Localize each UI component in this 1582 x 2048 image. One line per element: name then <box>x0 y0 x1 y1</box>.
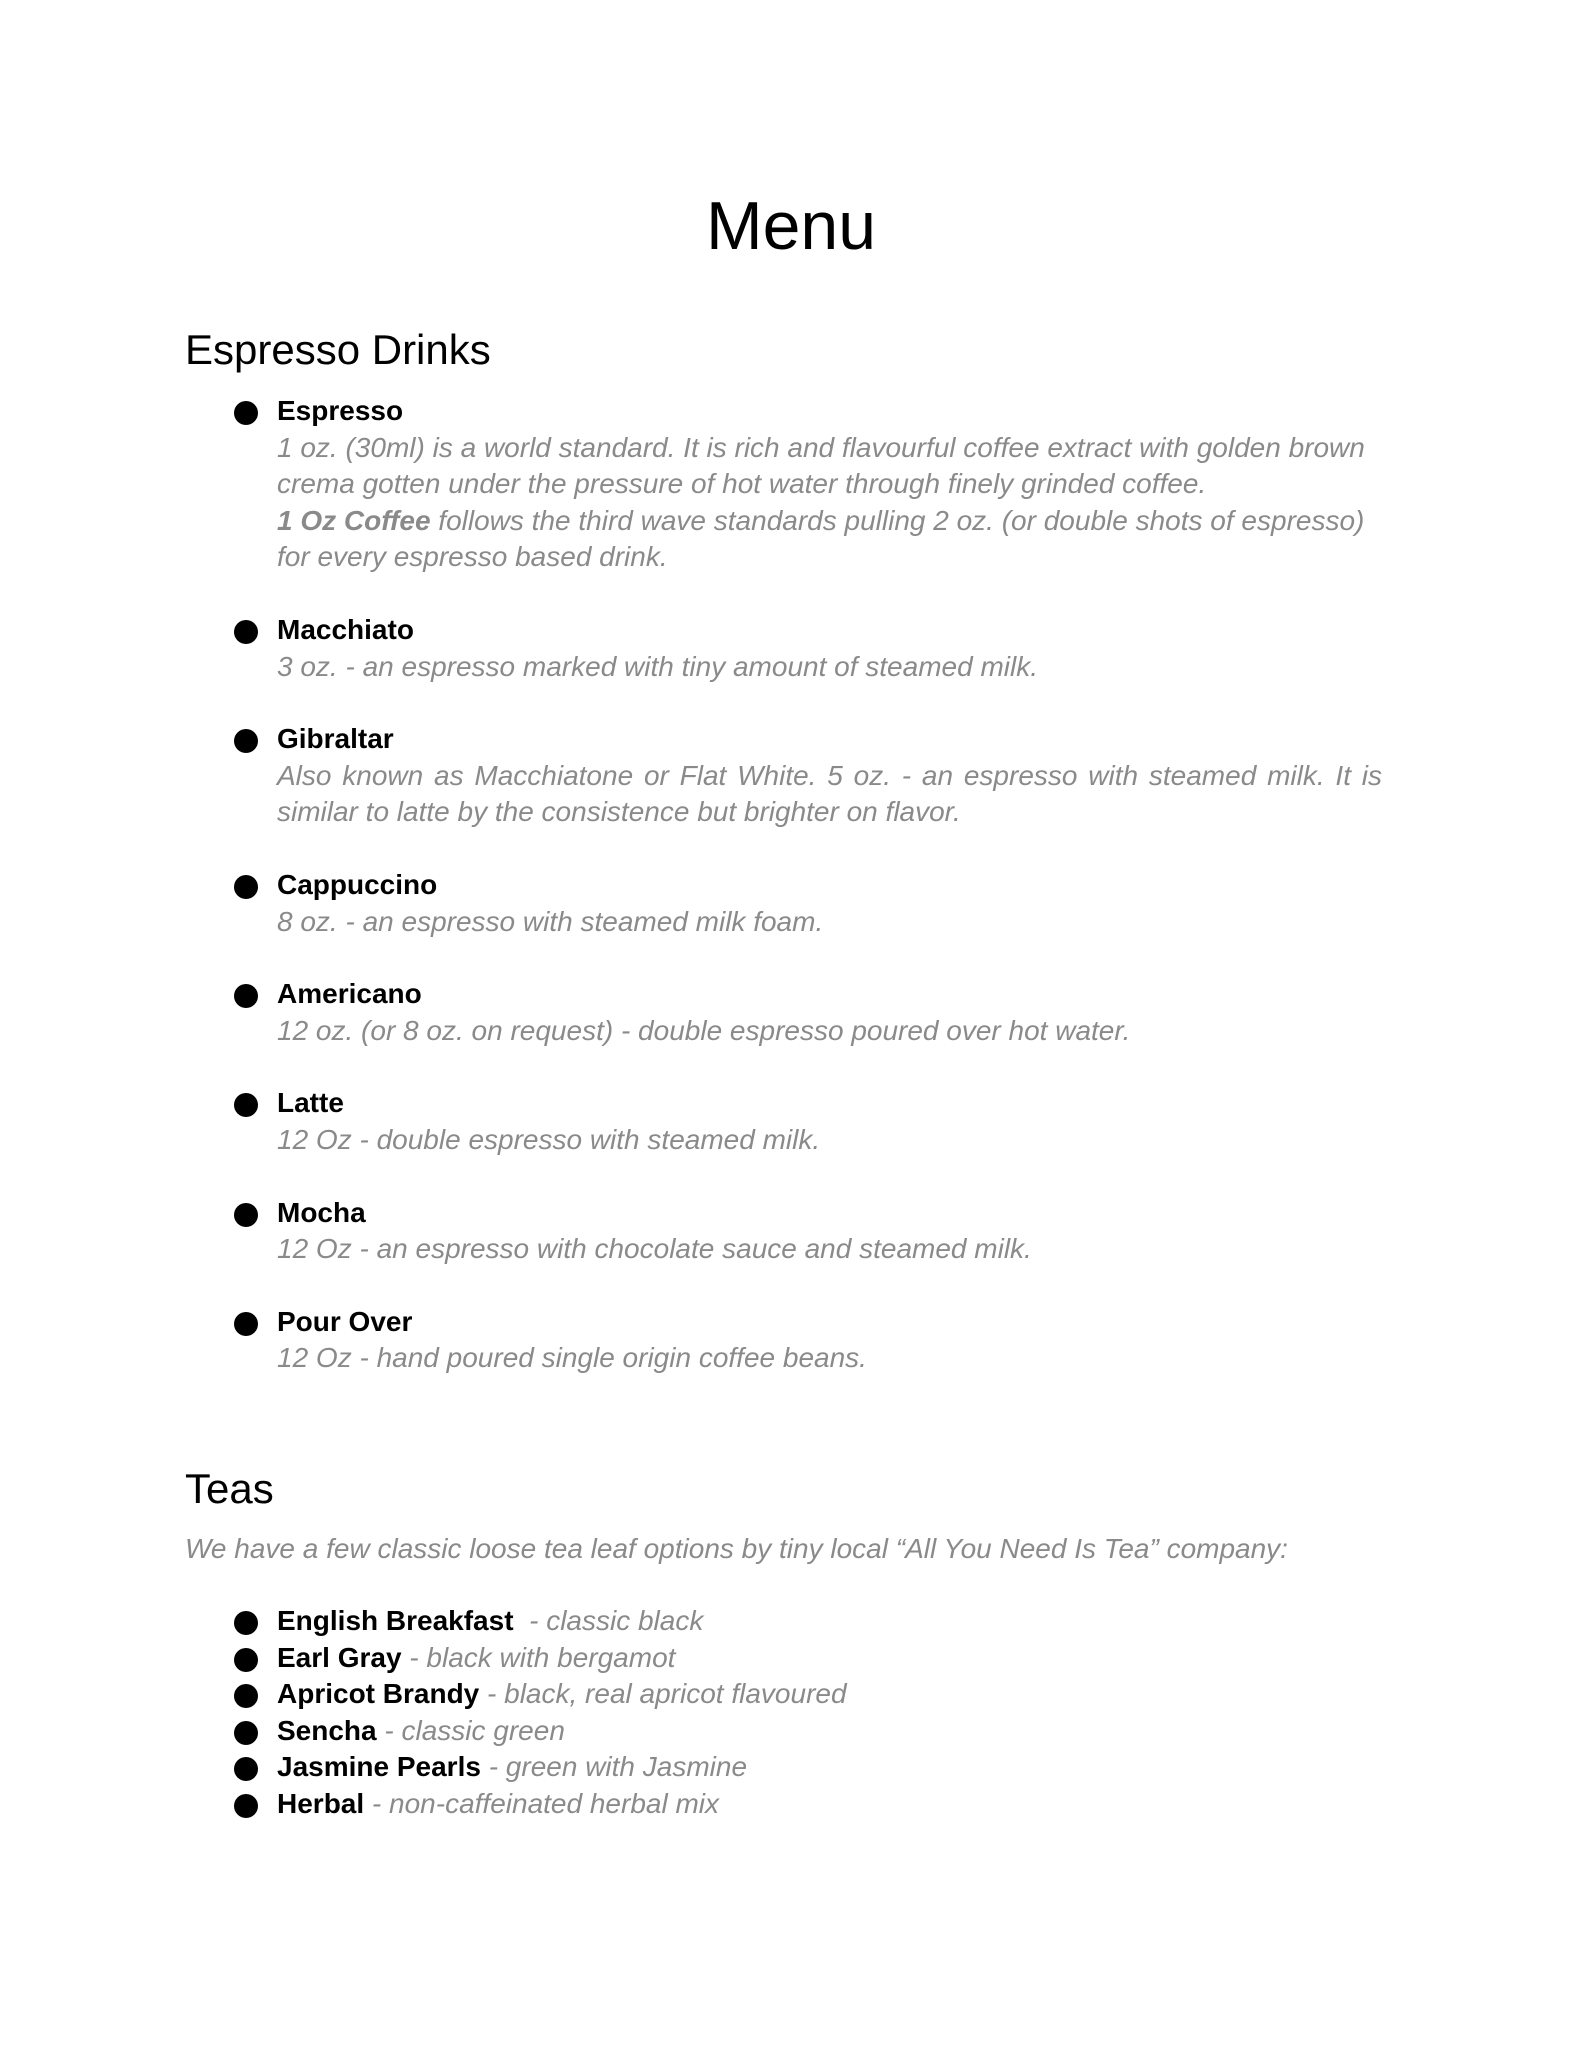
item-name: Apricot Brandy <box>277 1678 480 1710</box>
tea-item-english-breakfast <box>0 1603 1582 1640</box>
section-heading-teas: Teas <box>185 1465 274 1512</box>
menu-item-cappuccino <box>0 867 1582 940</box>
tea-item-herbal <box>0 1786 1582 1823</box>
item-description-part: 1 oz. (30ml) is a world standard. It is rich and flavourful coffee extract with golden brown crema gotten under the pressure of hot water through finely grinded coffee. <box>277 431 1365 500</box>
page-title: Menu <box>705 188 877 264</box>
bullet-icon <box>234 1721 258 1745</box>
menu-item-latte <box>0 1085 1582 1158</box>
menu-item-mocha <box>0 1195 1582 1268</box>
item-description: - black with bergamot <box>401 1641 676 1673</box>
section-heading-espresso-drinks: Espresso Drinks <box>185 326 491 373</box>
tea-item-jasmine-pearls <box>0 1749 1582 1786</box>
menu-item-macchiato <box>0 612 1582 685</box>
item-description <box>277 430 1382 576</box>
item-description: 12 oz. (or 8 oz. on request) - double espresso poured over hot water. <box>277 1014 1131 1046</box>
item-description: 3 oz. - an espresso marked with tiny amount of steamed milk. <box>277 650 1038 682</box>
item-name: Herbal <box>277 1787 365 1819</box>
menu-item-espresso <box>0 393 1582 576</box>
bullet-icon <box>234 984 258 1008</box>
item-description: - classic green <box>376 1714 565 1746</box>
item-name: Latte <box>277 1087 344 1119</box>
teas-list <box>0 1603 1582 1823</box>
espresso-drinks-list <box>0 393 1582 1413</box>
bullet-icon <box>234 729 258 753</box>
item-description: 8 oz. - an espresso with steamed milk foam. <box>277 905 824 937</box>
item-description: - green with Jasmine <box>480 1751 748 1783</box>
tea-item-sencha <box>0 1713 1582 1750</box>
item-name: Jasmine Pearls <box>277 1751 481 1783</box>
item-description: 12 Oz - double espresso with steamed milk. <box>277 1123 821 1155</box>
item-description: 12 Oz - an espresso with chocolate sauce and steamed milk. <box>277 1233 1032 1265</box>
item-name: Pour Over <box>277 1305 413 1337</box>
bullet-icon <box>234 620 258 644</box>
menu-item-americano <box>0 976 1582 1049</box>
item-description: - classic black <box>513 1605 704 1636</box>
bullet-icon <box>234 1794 258 1818</box>
tea-item-earl-gray <box>0 1640 1582 1677</box>
item-name: English Breakfast <box>277 1605 514 1636</box>
bullet-icon <box>234 875 258 899</box>
brand-name: 1 Oz Coffee <box>277 504 431 536</box>
item-description: Also known as Macchiatone or Flat White. 5 oz. - an espresso with steamed milk. It is similar to latte by the consistence but brighter on flavor. <box>277 759 1382 828</box>
item-name: Espresso <box>277 395 404 426</box>
bullet-icon <box>234 1611 258 1635</box>
item-description: - black, real apricot flavoured <box>479 1678 847 1710</box>
item-description: 12 Oz - hand poured single origin coffee beans. <box>277 1342 867 1374</box>
item-name: Sencha <box>277 1714 377 1746</box>
tea-item-apricot-brandy <box>0 1676 1582 1713</box>
item-name: Macchiato <box>277 613 414 645</box>
item-name: Gibraltar <box>277 723 394 755</box>
item-name: Americano <box>277 978 422 1010</box>
teas-intro: We have a few classic loose tea leaf options by tiny local “All You Need Is Tea” company: <box>185 1533 1288 1564</box>
item-name: Earl Gray <box>277 1641 402 1673</box>
menu-item-pour-over <box>0 1304 1582 1377</box>
bullet-icon <box>234 1648 258 1672</box>
item-description-part: follows the third wave standards pulling 2 oz. (or double shots of espresso) for every espresso based drink. <box>277 504 1365 573</box>
bullet-icon <box>234 401 258 425</box>
bullet-icon <box>234 1312 258 1336</box>
menu-item-gibraltar <box>0 721 1582 831</box>
bullet-icon <box>234 1757 258 1781</box>
bullet-icon <box>234 1203 258 1227</box>
bullet-icon <box>234 1093 258 1117</box>
item-description: - non-caffeinated herbal mix <box>364 1787 720 1819</box>
item-name: Cappuccino <box>277 868 438 900</box>
bullet-icon <box>234 1684 258 1708</box>
item-name: Mocha <box>277 1196 366 1228</box>
